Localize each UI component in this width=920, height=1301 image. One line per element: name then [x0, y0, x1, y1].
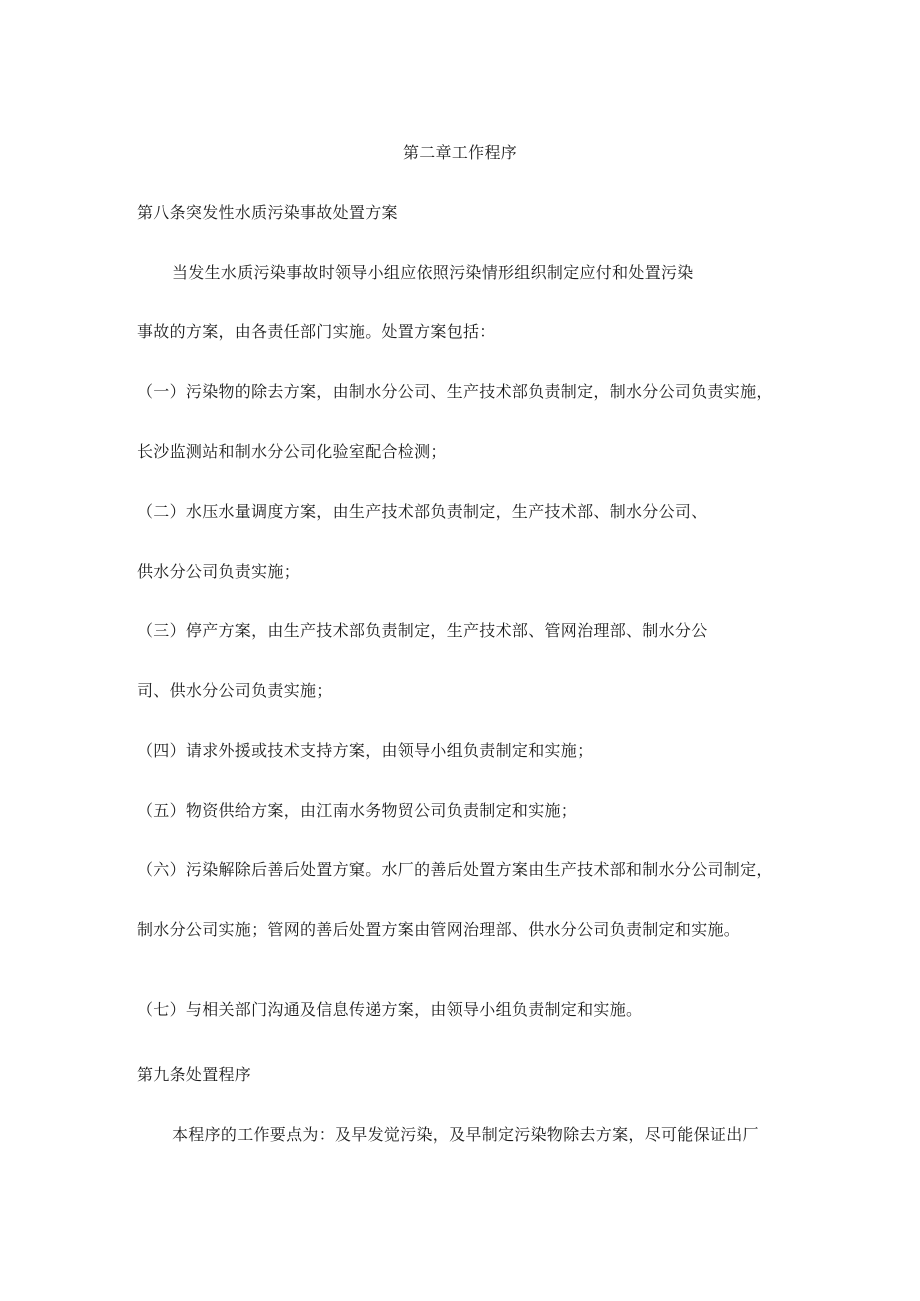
chapter-title: 第二章工作程序 — [402, 143, 518, 162]
item-4: （四）请求外援或技术支持方案，由领导小组负责制定和实施； — [137, 741, 594, 760]
article-8-heading: 第八条突发性水质污染事故处置方案 — [137, 203, 398, 222]
item-3-line-1: （三）停产方案，由生产技术部负责制定，生产技术部、管网治理部、制水分公 — [137, 621, 708, 640]
item-7: （七）与相关部门沟通及信息传递方案，由领导小组负责制定和实施。 — [137, 1000, 643, 1019]
article-8-intro-line-2: 事故的方案，由各责任部门实施。处置方案包括： — [137, 322, 496, 341]
item-6-line-2: 制水分公司实施；管网的善后处置方案由管网治理部、供水分公司负责制定和实施。 — [137, 920, 741, 939]
item-2-line-1: （二）水压水量调度方案，由生产技术部负责制定，生产技术部、制水分公司、 — [137, 502, 708, 521]
item-1-line-2: 长沙监测站和制水分公司化验室配合检测； — [137, 442, 447, 461]
item-1-line-1: （一）污染物的除去方案，由制水分公司、生产技术部负责制定，制水分公司负责实施， — [137, 382, 773, 401]
article-9-intro-line-1: 本程序的工作要点为：及早发觉污染，及早制定污染物除去方案，尽可能保证出厂 — [172, 1125, 759, 1144]
item-2-line-2: 供水分公司负责实施； — [137, 562, 301, 581]
article-8-intro-line-1: 当发生水质污染事故时领导小组应依照污染情形组织制定应付和处置污染 — [172, 263, 694, 282]
item-5: （五）物资供给方案，由江南水务物贸公司负责制定和实施； — [137, 801, 578, 820]
item-3-line-2: 司、供水分公司负责实施； — [137, 681, 333, 700]
article-9-heading: 第九条处置程序 — [137, 1065, 252, 1084]
item-6-line-1: （六）污染解除后善后处置方窠。水厂的善后处置方案由生产技术部和制水分公司制定， — [137, 860, 773, 879]
